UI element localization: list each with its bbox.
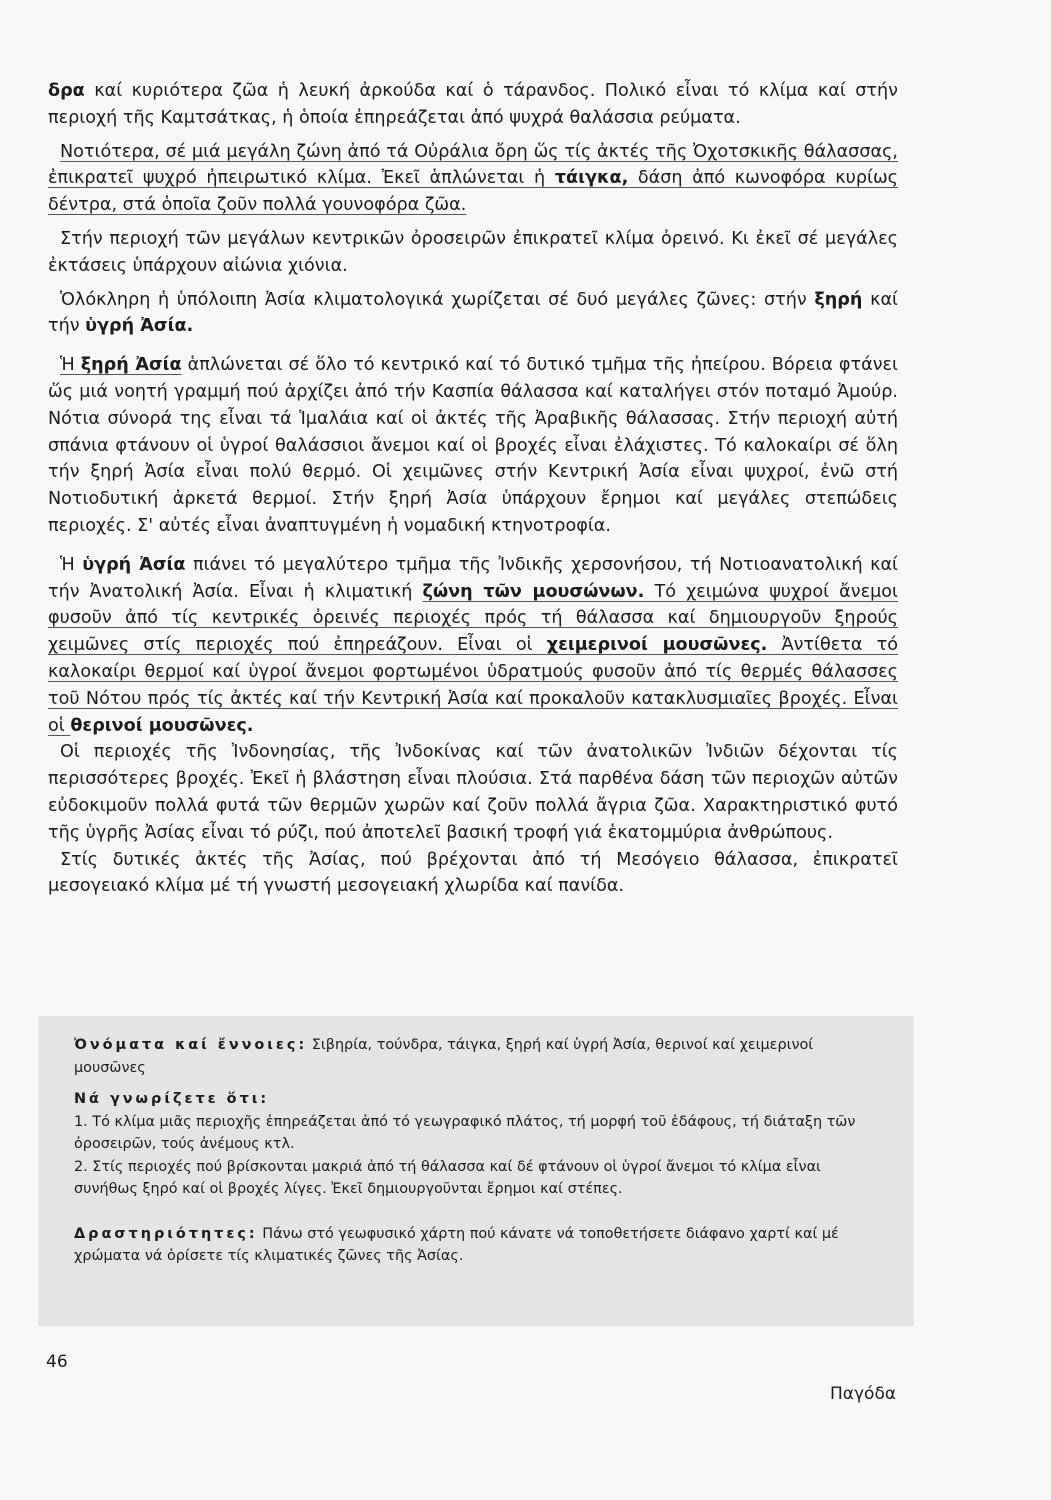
paragraph-6-text-b: πιάνει τό μεγαλύτερο τμῆμα τῆς Ἰνδικῆς χερσονήσου, τή Νοτιοανατολική καί τήν Ἀνατολική Ἀσία. Εἶναι ἡ κλιματική [48,554,899,602]
know-label-row [74,1088,874,1111]
paragraph-1-text: καί κυριότερα ζῶα ἡ λευκή ἀρκούδα καί ὁ τάρανδος. Πολικό εἶναι τό κλίμα καί στήν περιοχή τῆς Καμτσάτκας, ἡ ὁποία ἐπηρεάζεται ἀπό ψυχρά θαλάσσια ρεύματα. [48,81,898,128]
term-taiga: τάιγκα, [554,168,629,189]
paragraph-6-text-a: Ἡ [60,554,83,575]
paragraph-5-text-a: Ἡ [60,355,81,376]
paragraph-4 [48,287,898,341]
paragraph-2-text-a: Νοτιότερα, σέ μιά μεγάλη ζώνη ἀπό τά Οὐράλια ὄρη ὥς τίς ἀκτές τῆς Ὀχοτσκικῆς θάλασσας, ἐπικρατεῖ ψυχρό ἠπειρωτικό κλίμα. Ἐκεῖ ἁπλώνεται ἡ [48,141,898,189]
paragraph-1 [48,78,898,132]
know-item-1: 1. Τό κλίμα μιᾶς περιοχῆς ἐπηρεάζεται ἀπό τό γεωγραφικό πλάτος, τή μορφή τοῦ ἐδάφους, τή διάταξη τῶν ὀροσειρῶν, τούς ἀνέμους κτλ. [74,1113,856,1152]
names-text: Σιβηρία, τούνδρα, τάιγκα, ξηρή καί ὑγρή Ἀσία, θερινοί καί χειμερινοί μουσῶνες [74,1037,814,1076]
names-concepts [74,1034,874,1079]
summary-box [38,1016,914,1326]
summary-content [74,1034,874,1268]
activities-label: Δραστηριότητες: [74,1225,258,1242]
term-monsoon-zone: ζώνη τῶν μουσώνων. [422,581,645,602]
paragraph-6-text-d: Ἀντίθετα τό καλοκαίρι θερμοί καί ὑγροί ἄνεμοι φορτωμένοι ὑδρατμούς φυσοῦν ἀπό τίς θερμές θάλασσες τοῦ Νότου πρός τίς ἀκτές καί τήν Κεντρική Ἀσία καί προκαλοῦν κατακλυσμιαῖες βροχές. Εἶναι οἱ [48,635,898,736]
paragraph-5-text-b: ἁπλώνεται σέ ὅλο τό κεντρικό καί τό δυτικό τμῆμα τῆς ἠπείρου. Βόρεια φτάνει ὥς μιά νοητή γραμμή πού ἀρχίζει ἀπό τήν Κασπία θάλασσα καί καταλήγει στόν ποταμό Ἀμούρ. Νότια σύνορά της εἶναι τά Ἱμαλάια καί οἱ ἀκτές τῆς Ἀραβικῆς θάλασσας. Στήν περιοχή αὐτή σπάνια φτάνουν οἱ ὑγροί θαλάσσιοι ἄνεμοι καί οἱ βροχές εἶναι ἐλάχιστες. Τό καλοκαίρι σέ ὅλη τήν ξηρή Ἀσία εἶναι πολύ θερμό. Οἱ χειμῶνες στήν Κεντρική Ἀσία εἶναι ψυχροί, ἐνῶ στή Νοτιοδυτική ἀρκετά θερμοί. Στήν ξηρή Ἀσία ὑπάρχουν ἔρημοι καί μεγάλες στεπώδεις περιοχές. Σ' αὐτές εἶναι ἀναπτυγμένη ἡ νομαδική κτηνοτροφία. [48,355,898,536]
paragraph-7: Οἱ περιοχές τῆς Ἰνδονησίας, τῆς Ἰνδοκίνας καί τῶν ἀνατολικῶν Ἰνδιῶν δέχονται τίς περισσότερες βροχές. Ἐκεῖ ἡ βλάστηση εἶναι πλούσια. Στά παρθένα δάση τῶν περιοχῶν αὐτῶν εὐδοκιμοῦν πολλά φυτά τῶν θερμῶν χωρῶν καί ζοῦν πολλά ἄγρια ζῶα. Χαρακτηριστικό φυτό τῆς ὑγρῆς Ἀσίας εἶναι τό ρύζι, πού ἀποτελεῖ βασική τροφή γιά ἑκατομμύρια ἀνθρώπους. [48,742,898,843]
term-dry-asia: ξηρή Ἀσία [80,355,182,376]
paragraph-4-text-a: Ὁλόκληρη ἡ ὑπόλοιπη Ἀσία κλιματολογικά χωρίζεται σέ δυό μεγάλες ζῶνες: στήν [60,289,815,310]
paragraph-6 [48,552,898,740]
paragraph-5 [48,352,898,540]
term-wet-asia: ὑγρή Ἀσία. [85,316,194,337]
term-winter-monsoons: χειμερινοί μουσῶνες. [546,635,768,656]
page-number: 46 [46,1352,68,1372]
paragraph-2 [48,139,898,219]
term-wet-asia-2: ὑγρή Ἀσία [82,554,186,575]
names-label: Ὀνόματα καί ἔννοιες: [74,1037,308,1053]
publisher-name: Παγόδα [830,1384,897,1404]
paragraph-3: Στήν περιοχή τῶν μεγάλων κεντρικῶν ὀροσειρῶν ἐπικρατεῖ κλίμα ὀρεινό. Κι ἐκεῖ σέ μεγάλες ἐκτάσεις ὑπάρχουν αἰώνια χιόνια. [48,228,898,276]
paragraph-2-text-b: δάση ἀπό κωνοφόρα κυρίως δέντρα, στά ὁποῖα ζοῦν πολλά γουνοφόρα ζῶα. [48,168,898,216]
paragraph-6-text-c: Τό χειμώνα ψυχροί ἄνεμοι φυσοῦν ἀπό τίς κεντρικές ὀρεινές περιοχές πρός τή θάλασσα καί δημιουργοῦν ξηρούς χειμῶνες στίς περιοχές πού ἐπηρεάζουν. Εἶναι οἱ [48,581,898,656]
paragraph-4-text-b: καί τήν [48,289,898,337]
activities-text: Πάνω στό γεωφυσικό χάρτη πού κάνατε νά τοποθετήσετε διάφανο χαρτί καί μέ χρώματα νά ὁρίσετε τίς κλιματικές ζῶνες τῆς Ἀσίας. [74,1225,839,1264]
activities [74,1223,874,1268]
term-dry: ξηρή [814,289,863,310]
know-item-2: 2. Στίς περιοχές πού βρίσκονται μακριά ἀπό τή θάλασσα καί δέ φτάνουν οἱ ὑγροί ἄνεμοι τό κλίμα εἶναι συνήθως ξηρό καί οἱ βροχές λίγες. Ἐκεῖ δημιουργοῦνται ἔρημοι καί στέπες. [74,1158,821,1197]
word-lead: δρα [48,81,85,101]
paragraph-8: Στίς δυτικές ἀκτές τῆς Ἀσίας, πού βρέχονται ἀπό τή Μεσόγειο θάλασσα, ἐπικρατεῖ μεσογειακό κλίμα μέ τή γνωστή μεσογειακή χλωρίδα καί πανίδα. [48,849,898,897]
know-label: Νά γνωρίζετε ὅτι: [74,1091,270,1107]
term-summer-monsoons: θερινοί μουσῶνες. [70,715,254,736]
main-text [48,78,898,907]
